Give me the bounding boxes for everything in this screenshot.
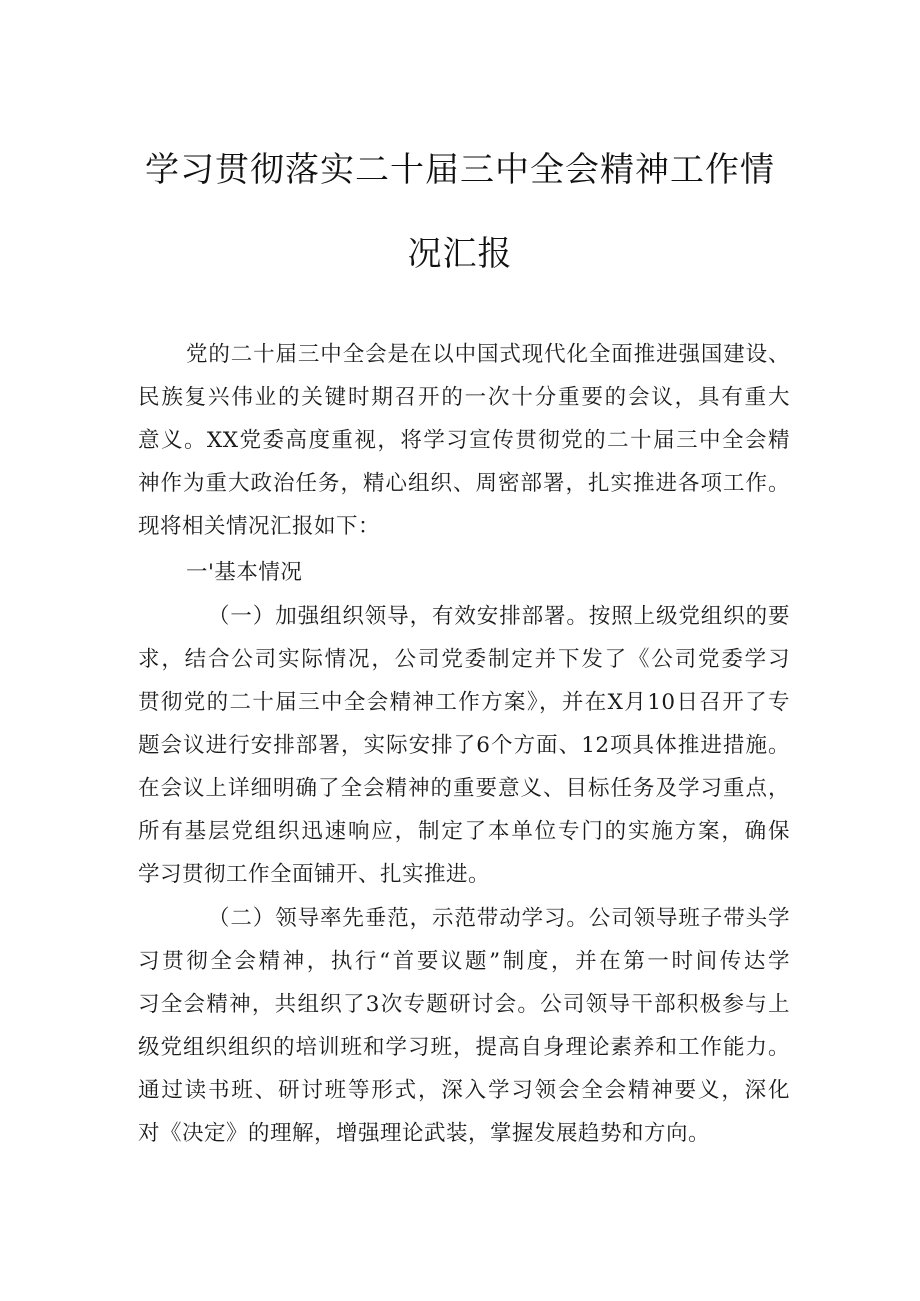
- intro-line: 意义。XX党委高度重视，将学习宣传贯彻党的二十届三中全会精: [138, 428, 790, 453]
- section-heading: 一'基本情况: [186, 560, 303, 585]
- para1-line: 贯彻党的二十届三中全会精神工作方案》，并在X月10日召开了专: [138, 690, 790, 715]
- para2-line: 对《决定》的理解，增强理论武装，掌握发展趋势和方向。: [138, 1121, 711, 1146]
- para1-line: 学习贯彻工作全面铺开、扎实推进。: [138, 862, 491, 887]
- document-title-line-2: 况汇报: [407, 234, 513, 274]
- para2-line: 通过读书班、研讨班等形式，深入学习领会全会精神要义，深化: [138, 1078, 790, 1103]
- para1-line: 所有基层党组织迅速响应，制定了本单位专门的实施方案，确保: [138, 819, 790, 844]
- para1-line: 求，结合公司实际情况，公司党委制定并下发了《公司党委学习: [138, 647, 790, 672]
- intro-line: 民族复兴伟业的关键时期召开的一次十分重要的会议，具有重大: [138, 385, 790, 410]
- para1-line: 题会议进行安排部署，实际安排了6个方面、12项具体推进措施。: [138, 733, 790, 758]
- intro-line: 神作为重大政治任务，精心组织、周密部署，扎实推进各项工作。: [138, 471, 790, 496]
- para1-line: （一）加强组织领导，有效安排部署。按照上级党组织的要: [208, 604, 790, 629]
- para2-line: 习贯彻全会精神，执行“首要议题”制度，并在第一时间传达学: [138, 949, 790, 974]
- para2-line: （二）领导率先垂范，示范带动学习。公司领导班子带头学: [208, 906, 790, 931]
- intro-line: 党的二十届三中全会是在以中国式现代化全面推进强国建设、: [186, 342, 790, 367]
- para1-line: 在会议上详细明确了全会精神的重要意义、目标任务及学习重点，: [138, 776, 790, 801]
- para2-line: 习全会精神，共组织了3次专题研讨会。公司领导干部积极参与上: [138, 992, 790, 1017]
- para2-line: 级党组织组织的培训班和学习班，提高自身理论素养和工作能力。: [138, 1035, 790, 1060]
- intro-line: 现将相关情况汇报如下：: [138, 514, 381, 539]
- document-title-line-1: 学习贯彻落实二十届三中全会精神工作情: [145, 150, 775, 190]
